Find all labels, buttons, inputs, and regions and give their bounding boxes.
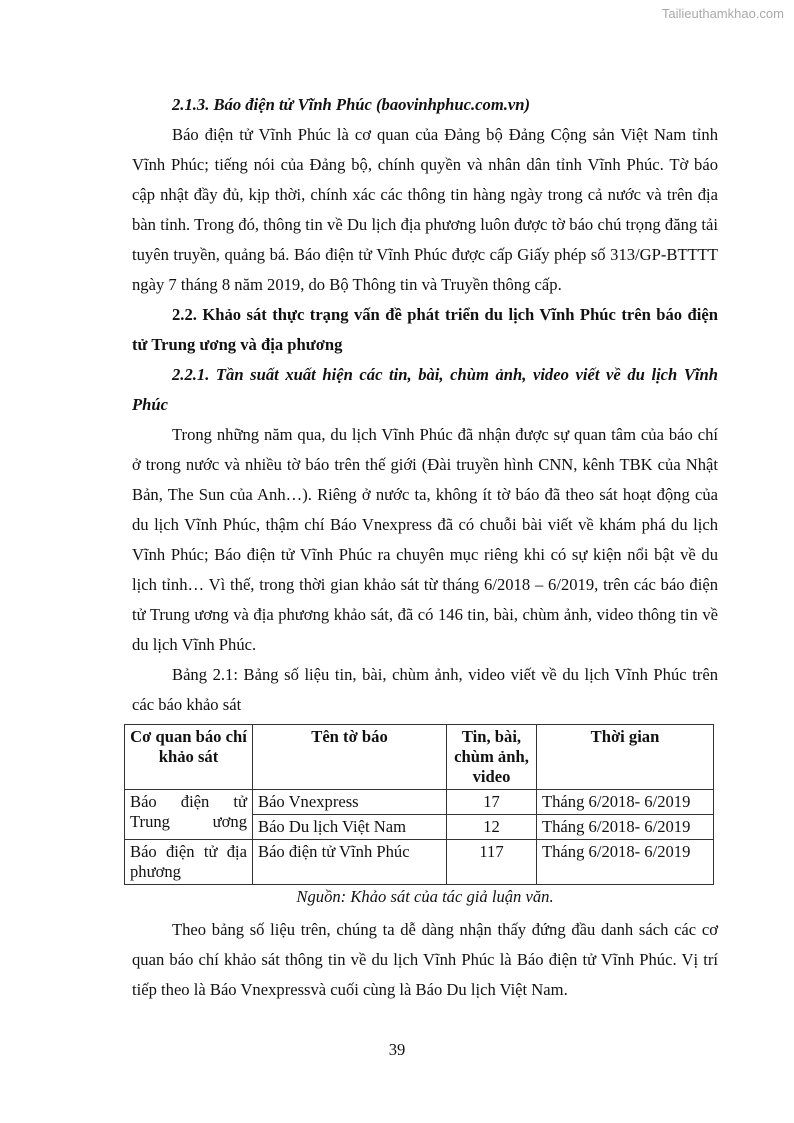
header-cell: Cơ quan báo chí khảo sát <box>125 725 253 790</box>
table-row <box>125 790 714 815</box>
table-caption: Bảng 2.1: Bảng số liệu tin, bài, chùm ảnh, video viết về du lịch Vĩnh Phúc trên các báo khảo sát <box>132 665 718 714</box>
name-cell: Báo Vnexpress <box>253 790 447 815</box>
time-cell: Tháng 6/2018- 6/2019 <box>537 840 714 885</box>
count-cell: 17 <box>447 790 537 815</box>
watermark: Tailieuthamkhao.com <box>661 6 784 21</box>
group-cell: Báo điện tử địa phương <box>125 840 253 885</box>
heading-2-2-1: 2.2.1. Tần suất xuất hiện các tin, bài, chùm ảnh, video viết về du lịch Vĩnh Phúc <box>132 365 718 414</box>
name-cell: Báo Du lịch Việt Nam <box>253 815 447 840</box>
paragraph: Báo điện tử Vĩnh Phúc là cơ quan của Đảng bộ Đảng Cộng sản Việt Nam tỉnh Vĩnh Phúc; tiếng nói của Đảng bộ, chính quyền và nhân dân tỉnh Vĩnh Phúc. Tờ báo cập nhật đầy đủ, kịp thời, chính xác các thông tin hàng ngày trong cả nước và trên địa bàn tỉnh. Trong đó, thông tin về Du lịch địa phương luôn được tờ báo chú trọng đăng tải tuyên truyền, quảng bá. Báo điện tử Vĩnh Phúc được cấp Giấy phép số 313/GP-BTTTT ngày 7 tháng 8 năm 2019, do Bộ Thông tin và Truyền thông cấp. <box>132 125 718 294</box>
header-cell: Tên tờ báo <box>253 725 447 790</box>
header-cell: Thời gian <box>537 725 714 790</box>
time-cell: Tháng 6/2018- 6/2019 <box>537 790 714 815</box>
group-cell: Báo điện tử Trung ương <box>125 790 253 840</box>
count-cell: 117 <box>447 840 537 885</box>
paragraph: Trong những năm qua, du lịch Vĩnh Phúc đã nhận được sự quan tâm của báo chí ở trong nước và nhiều tờ báo trên thế giới (Đài truyền hình CNN, kênh TBK của Nhật Bản, The Sun của Anh…). Riêng ở nước ta, không ít tờ báo đã theo sát hoạt động của du lịch Vĩnh Phúc, thậm chí Báo Vnexpress đã có chuỗi bài viết về khám phá du lịch Vĩnh Phúc; Báo điện tử Vĩnh Phúc ra chuyên mục riêng khi có sự kiện nổi bật về du lịch tỉnh… Vì thế, trong thời gian khảo sát từ tháng 6/2018 – 6/2019, trên các báo điện tử Trung ương và địa phương khảo sát, đã có 146 tin, bài, chùm ảnh, video thông tin về du lịch Vĩnh Phúc. <box>132 425 718 654</box>
time-cell: Tháng 6/2018- 6/2019 <box>537 815 714 840</box>
heading-2-2: 2.2. Khảo sát thực trạng vấn đề phát triển du lịch Vĩnh Phúc trên báo điện tử Trung ương và địa phương <box>132 305 718 354</box>
page-number: 39 <box>388 1040 406 1059</box>
page-content <box>132 90 718 1005</box>
paragraph: Theo bảng số liệu trên, chúng ta dễ dàng nhận thấy đứng đầu danh sách các cơ quan báo chí khảo sát thông tin về du lịch Vĩnh Phúc là Báo điện tử Vĩnh Phúc. Vị trí tiếp theo là Báo Vnexpressvà cuối cùng là Báo Du lịch Việt Nam. <box>132 920 718 999</box>
table-header-row <box>125 725 714 790</box>
heading-2-1-3: 2.1.3. Báo điện tử Vĩnh Phúc (baovinhphuc.com.vn) <box>172 95 530 114</box>
table-row <box>125 840 714 885</box>
name-cell: Báo điện tử Vĩnh Phúc <box>253 840 447 885</box>
data-table <box>124 724 714 885</box>
count-cell: 12 <box>447 815 537 840</box>
header-cell: Tin, bài, chùm ảnh, video <box>447 725 537 790</box>
table-source: Nguồn: Khảo sát của tác giả luận văn. <box>296 887 554 906</box>
